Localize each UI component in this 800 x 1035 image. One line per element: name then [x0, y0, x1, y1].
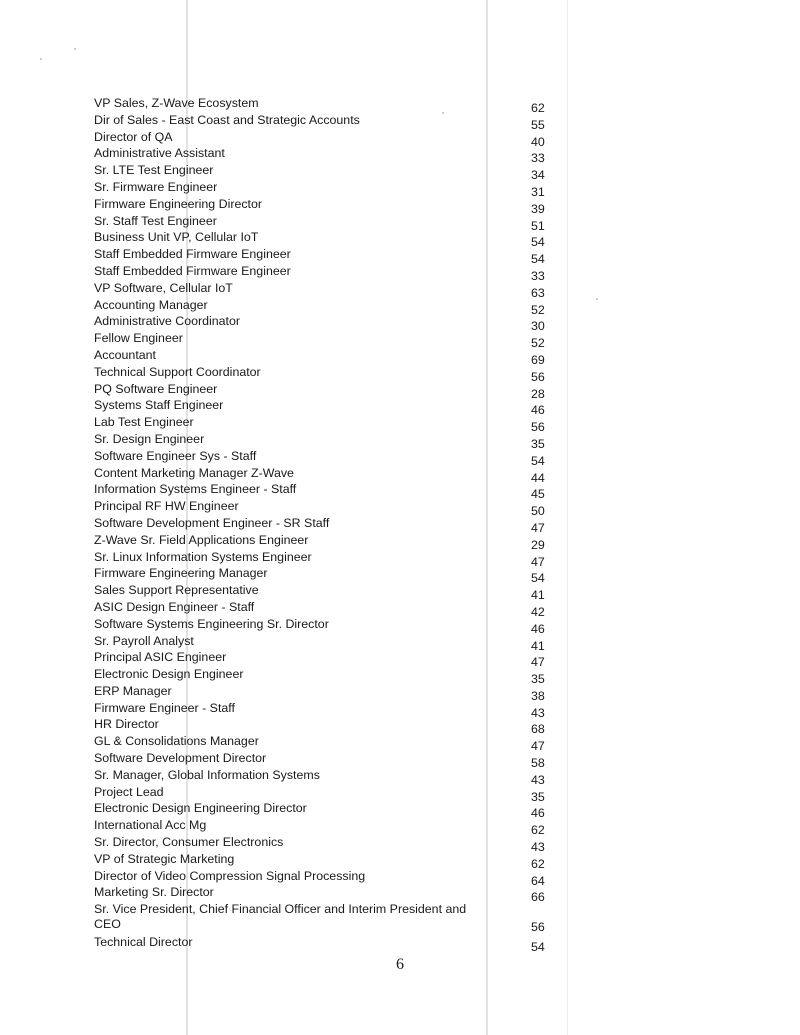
job-title: Electronic Design Engineering Director: [94, 801, 307, 816]
age-value: 28: [531, 386, 545, 401]
table-row: [94, 835, 564, 855]
scan-speck: [74, 48, 76, 50]
job-title: Staff Embedded Firmware Engineer: [94, 263, 291, 278]
table-row: [94, 382, 564, 399]
age-value: 42: [531, 604, 545, 619]
table-row: [94, 247, 564, 267]
table-row: [94, 449, 564, 466]
table-row: [94, 852, 564, 869]
job-title: VP Software, Cellular IoT: [94, 280, 233, 295]
job-title: VP Sales, Z-Wave Ecosystem: [94, 96, 259, 110]
job-title: Director of Video Compression Signal Processing: [94, 868, 366, 883]
age-value: 69: [531, 352, 545, 367]
job-title: Firmware Engineer - Staff: [94, 700, 235, 715]
table-row: [94, 130, 564, 147]
age-value: 52: [531, 302, 545, 317]
table-row: [94, 314, 564, 334]
age-value: 56: [531, 420, 545, 435]
table-row: [94, 550, 564, 567]
table-row: [94, 214, 564, 231]
age-value: 55: [531, 117, 545, 132]
age-value: 47: [531, 554, 545, 569]
job-title: Electronic Design Engineer: [94, 667, 244, 682]
job-title: ERP Manager: [94, 683, 172, 698]
employee-title-age-table: [94, 96, 564, 955]
age-value: 62: [531, 856, 545, 871]
job-title: Principal ASIC Engineer: [94, 650, 227, 665]
age-value: 54: [531, 235, 545, 250]
job-title: Sr. Linux Information Systems Engineer: [94, 549, 312, 564]
table-row: [94, 684, 564, 701]
table-row: [94, 935, 564, 955]
age-value: 33: [531, 151, 545, 166]
job-title: VP of Strategic Marketing: [94, 851, 235, 866]
job-title: GL & Consolidations Manager: [94, 734, 259, 749]
table-row: [94, 348, 564, 365]
table-row: [94, 432, 564, 449]
table-row: [94, 751, 564, 771]
table-row: [94, 281, 564, 298]
job-title: Software Engineer Sys - Staff: [94, 448, 257, 463]
job-title: Z-Wave Sr. Field Applications Engineer: [94, 532, 309, 547]
age-value: 54: [531, 453, 545, 468]
age-value: 35: [531, 436, 545, 451]
table-row: [94, 163, 564, 183]
age-value: 47: [531, 739, 545, 754]
job-title: Sr. Manager, Global Information Systems: [94, 767, 320, 782]
job-title: Firmware Engineering Manager: [94, 566, 268, 581]
age-value: 62: [531, 823, 545, 838]
job-title: Software Development Engineer - SR Staff: [94, 515, 330, 530]
table-row: [94, 600, 564, 617]
table-row: [94, 818, 564, 838]
table-row: [94, 365, 564, 382]
job-title: Sr. Payroll Analyst: [94, 633, 194, 648]
table-row: [94, 734, 564, 754]
age-value: 35: [531, 789, 545, 804]
age-value: 43: [531, 705, 545, 720]
age-value: 46: [531, 403, 545, 418]
job-title: Sr. Staff Test Engineer: [94, 213, 217, 228]
scan-speck: [40, 58, 42, 60]
age-value: 68: [531, 722, 545, 737]
job-title: Accountant: [94, 347, 156, 362]
job-title: PQ Software Engineer: [94, 381, 218, 396]
table-row: [94, 701, 564, 718]
table-row: [94, 264, 564, 281]
table-row: [94, 146, 564, 166]
age-value: 47: [531, 520, 545, 535]
job-title: Systems Staff Engineer: [94, 398, 224, 413]
age-value: 56: [531, 920, 545, 935]
page-number: 6: [396, 956, 404, 973]
age-value: 50: [531, 504, 545, 519]
job-title: Fellow Engineer: [94, 331, 183, 346]
table-row: [94, 583, 564, 603]
age-value: 33: [531, 268, 545, 283]
table-row: [94, 499, 564, 519]
job-title: International Acc Mg: [94, 818, 207, 833]
age-value: 52: [531, 336, 545, 351]
job-title: Administrative Assistant: [94, 146, 225, 161]
table-row: [94, 482, 564, 502]
age-value: 29: [531, 537, 545, 552]
job-title: Sr. Design Engineer: [94, 431, 205, 446]
age-value: 31: [531, 184, 545, 199]
table-row: [94, 180, 564, 197]
age-value: 46: [531, 621, 545, 636]
age-value: 41: [531, 588, 545, 603]
age-value: 39: [531, 201, 545, 216]
job-title: Marketing Sr. Director: [94, 885, 214, 900]
age-value: 46: [531, 806, 545, 821]
table-row: [94, 298, 564, 315]
job-title: Dir of Sales - East Coast and Strategic Accounts: [94, 112, 360, 127]
table-row: [94, 398, 564, 418]
job-title: Information Systems Engineer - Staff: [94, 482, 297, 497]
table-row: [94, 667, 564, 687]
table-row: [94, 902, 564, 935]
table-row: [94, 634, 564, 651]
job-title: Software Systems Engineering Sr. Director: [94, 616, 329, 631]
age-value: 47: [531, 655, 545, 670]
job-title: Sales Support Representative: [94, 583, 259, 598]
age-value: 35: [531, 672, 545, 687]
age-value: 64: [531, 873, 545, 888]
job-title: Administrative Coordinator: [94, 314, 240, 329]
age-value: 63: [531, 285, 545, 300]
table-row: [94, 717, 564, 737]
table-row: [94, 96, 564, 113]
job-title: Project Lead: [94, 784, 164, 799]
age-value: 44: [531, 470, 545, 485]
job-title: Accounting Manager: [94, 297, 208, 312]
age-value: 30: [531, 319, 545, 334]
table-row: [94, 331, 564, 351]
table-row: [94, 197, 564, 214]
table-row: [94, 650, 564, 670]
age-value: 34: [531, 168, 545, 183]
job-title: Staff Embedded Firmware Engineer: [94, 247, 291, 262]
job-title: Director of QA: [94, 129, 173, 144]
job-title: Sr. Vice President, Chief Financial Officer and Interim President and CEO: [94, 902, 467, 932]
age-value: 43: [531, 840, 545, 855]
table-row: [94, 516, 564, 533]
age-value: 51: [531, 218, 545, 233]
job-title: Firmware Engineering Director: [94, 196, 263, 211]
table-row: [94, 617, 564, 634]
table-row: [94, 885, 564, 905]
job-title: HR Director: [94, 717, 159, 732]
age-value: 54: [531, 940, 545, 955]
age-value: 38: [531, 688, 545, 703]
table-row: [94, 113, 564, 130]
age-value: 56: [531, 369, 545, 384]
table-row: [94, 801, 564, 821]
age-value: 54: [531, 252, 545, 267]
age-value: 45: [531, 487, 545, 502]
table-row: [94, 533, 564, 550]
job-title: Content Marketing Manager Z-Wave: [94, 465, 294, 480]
scan-speck: [596, 298, 598, 300]
job-title: ASIC Design Engineer - Staff: [94, 599, 255, 614]
job-title: Principal RF HW Engineer: [94, 499, 239, 514]
age-value: 43: [531, 772, 545, 787]
age-value: 41: [531, 638, 545, 653]
job-title: Technical Support Coordinator: [94, 364, 261, 379]
job-title: Lab Test Engineer: [94, 415, 194, 430]
age-value: 40: [531, 134, 545, 149]
age-value: 58: [531, 756, 545, 771]
job-title: Sr. Director, Consumer Electronics: [94, 835, 284, 850]
table-row: [94, 785, 564, 802]
table-row: [94, 768, 564, 785]
age-value: 62: [531, 101, 545, 115]
table-row: [94, 230, 564, 250]
table-row: [94, 415, 564, 435]
job-title: Technical Director: [94, 935, 193, 950]
table-row: [94, 869, 564, 886]
scan-artifact-line: [567, 0, 568, 1035]
job-title: Business Unit VP, Cellular IoT: [94, 230, 259, 245]
age-value: 54: [531, 571, 545, 586]
job-title: Software Development Director: [94, 751, 267, 766]
job-title: Sr. Firmware Engineer: [94, 179, 218, 194]
age-value: 66: [531, 890, 545, 905]
table-row: [94, 466, 564, 483]
table-row: [94, 566, 564, 586]
job-title: Sr. LTE Test Engineer: [94, 163, 214, 178]
